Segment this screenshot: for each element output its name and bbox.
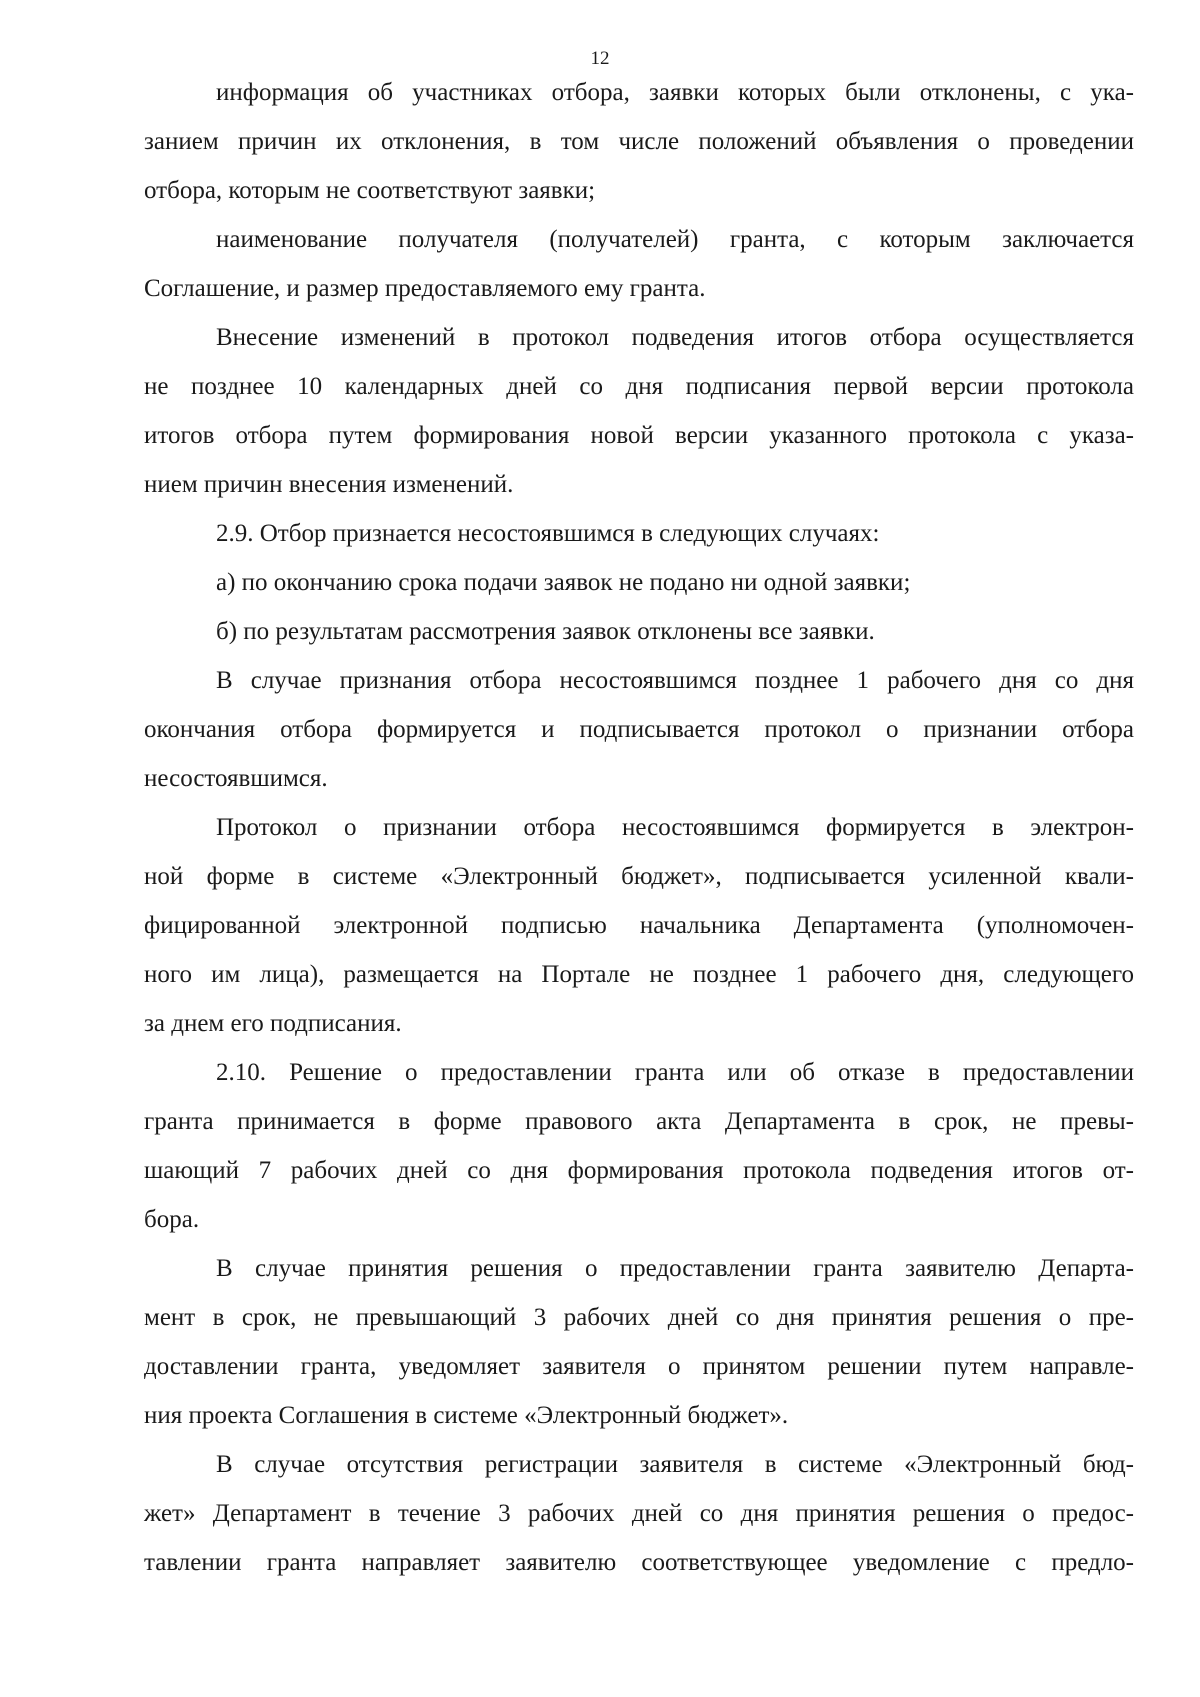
paragraph: [144, 68, 1134, 215]
text-line: наименование получателя (получателей) гранта, с которым заключается: [216, 226, 1134, 253]
text-line: занием причин их отклонения, в том числе положений объявления о проведении: [144, 128, 1134, 155]
text-line: ного им лица), размещается на Портале не позднее 1 рабочего дня, следующего: [144, 961, 1134, 988]
text-line: за днем его подписания.: [144, 1010, 402, 1037]
text-line: б) по результатам рассмотрения заявок отклонены все заявки.: [216, 618, 875, 645]
text-line: В случае признания отбора несостоявшимся позднее 1 рабочего дня со дня: [216, 667, 1134, 694]
text-line: фицированной электронной подписью начальника Департамента (уполномочен-: [144, 912, 1134, 939]
paragraph: [144, 1244, 1134, 1440]
text-line: В случае отсутствия регистрации заявителя в системе «Электронный бюд-: [216, 1451, 1134, 1478]
paragraph: [144, 607, 1134, 656]
text-line: несостоявшимся.: [144, 765, 328, 792]
text-line: Внесение изменений в протокол подведения итогов отбора осуществляется: [216, 324, 1134, 351]
text-line: а) по окончанию срока подачи заявок не подано ни одной заявки;: [216, 569, 911, 596]
paragraph: [144, 656, 1134, 803]
text-line: шающий 7 рабочих дней со дня формирования протокола подведения итогов от-: [144, 1157, 1134, 1184]
text-line: информация об участниках отбора, заявки которых были отклонены, с ука-: [216, 79, 1134, 106]
text-line: ния проекта Соглашения в системе «Электронный бюджет».: [144, 1402, 789, 1429]
text-line: нием причин внесения изменений.: [144, 471, 514, 498]
text-line: итогов отбора путем формирования новой версии указанного протокола с указа-: [144, 422, 1134, 449]
text-line: мент в срок, не превышающий 3 рабочих дней со дня принятия решения о пре-: [144, 1304, 1134, 1331]
paragraph: [144, 558, 1134, 607]
text-line: не позднее 10 календарных дней со дня подписания первой версии протокола: [144, 373, 1134, 400]
paragraph: [144, 215, 1134, 313]
text-line: окончания отбора формируется и подписывается протокол о признании отбора: [144, 716, 1134, 743]
text-line: 2.9. Отбор признается несостоявшимся в следующих случаях:: [216, 520, 880, 547]
text-line: гранта принимается в форме правового акта Департамента в срок, не превы-: [144, 1108, 1134, 1135]
paragraph: [144, 803, 1134, 1048]
paragraph: [144, 1440, 1134, 1587]
text-line: В случае принятия решения о предоставлении гранта заявителю Департа-: [216, 1255, 1134, 1282]
text-line: Соглашение, и размер предоставляемого ему гранта.: [144, 275, 706, 302]
page-number: 12: [590, 48, 610, 69]
paragraph: [144, 313, 1134, 509]
text-line: 2.10. Решение о предоставлении гранта или об отказе в предоставлении: [216, 1059, 1134, 1086]
text-line: жет» Департамент в течение 3 рабочих дней со дня принятия решения о предос-: [144, 1500, 1134, 1527]
text-line: доставлении гранта, уведомляет заявителя о принятом решении путем направле-: [144, 1353, 1134, 1380]
paragraph: [144, 509, 1134, 558]
text-line: бора.: [144, 1206, 200, 1233]
text-line: Протокол о признании отбора несостоявшимся формируется в электрон-: [216, 814, 1134, 841]
text-line: отбора, которым не соответствуют заявки;: [144, 177, 596, 204]
text-line: ной форме в системе «Электронный бюджет», подписывается усиленной квали-: [144, 863, 1134, 890]
document-body: [144, 68, 1134, 1587]
text-line: тавлении гранта направляет заявителю соответствующее уведомление с предло-: [144, 1549, 1134, 1576]
paragraph: [144, 1048, 1134, 1244]
